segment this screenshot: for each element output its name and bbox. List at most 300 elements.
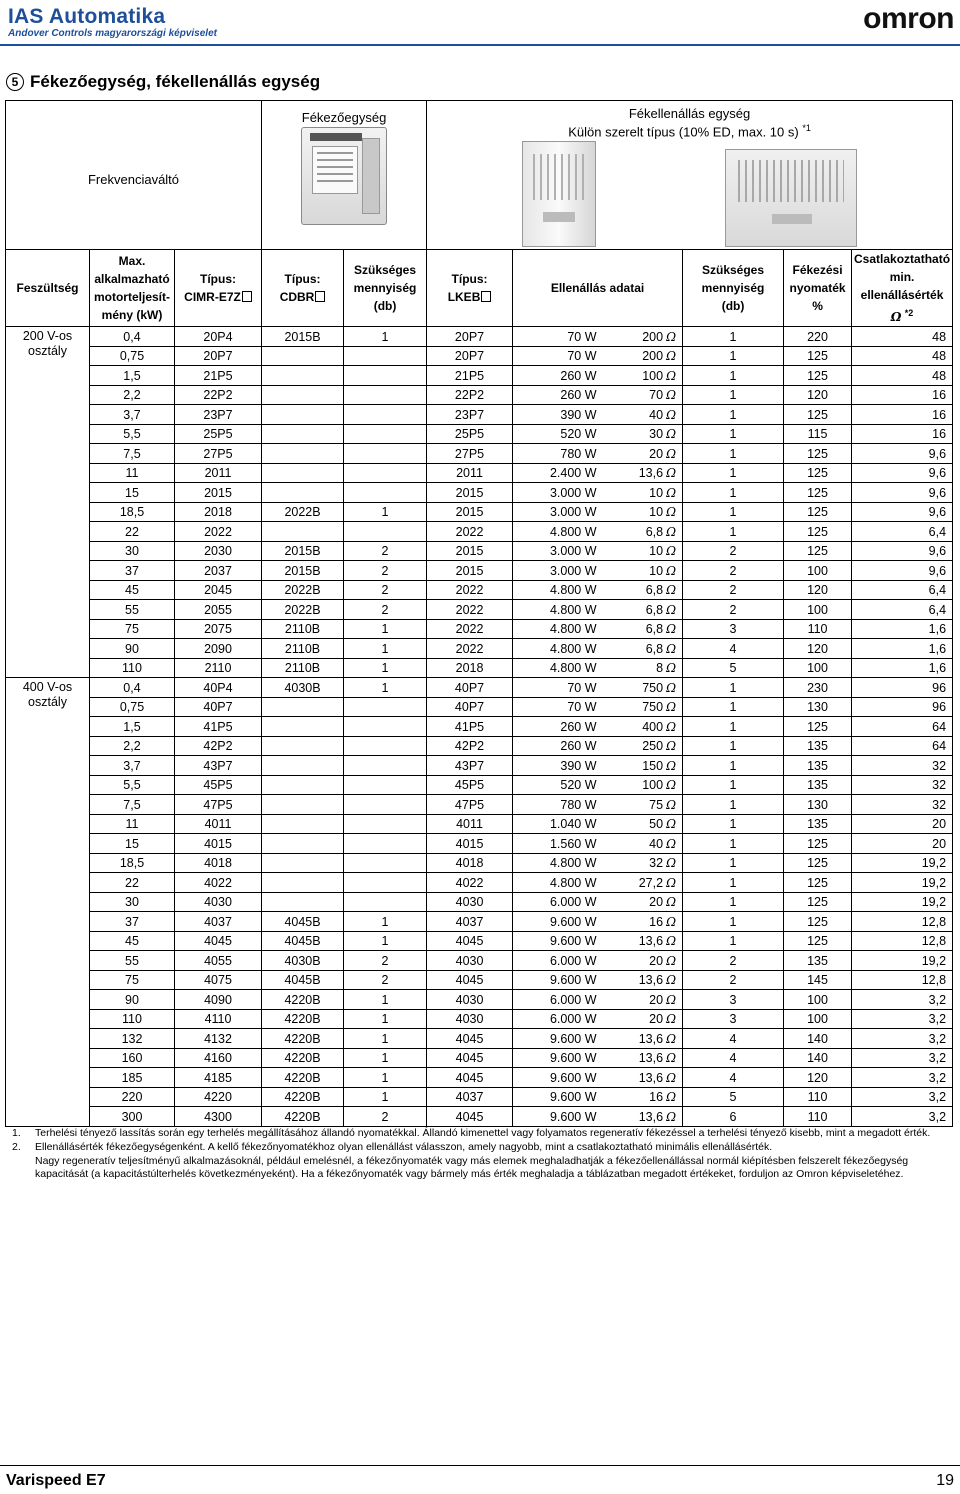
min-resistance [852, 327, 953, 347]
omega-icon: Ω [666, 661, 677, 676]
braking-torque-value: 125 [807, 485, 828, 500]
motor-kw-value: 45 [125, 934, 139, 949]
braking-unit-qty-value: 1 [381, 680, 389, 695]
resistor-ohm [603, 717, 683, 737]
braking-unit-qty [344, 775, 427, 795]
braking-torque [784, 814, 852, 834]
braking-torque [784, 444, 852, 464]
resistor-ohm [603, 931, 683, 951]
table-row [6, 678, 953, 698]
col-resistor-qty-l3: (db) [721, 299, 745, 314]
table-row [6, 1068, 953, 1088]
min-resistance [852, 931, 953, 951]
resistor-ohm-value: 6,8 [645, 641, 664, 656]
footnote [12, 1127, 942, 1140]
min-resistance [852, 619, 953, 639]
resistor-ohm-value: 13,6 [638, 1109, 664, 1124]
resistor-ohm-value: 250 [642, 739, 664, 754]
col-torque-l2: nyomaték % [789, 281, 846, 314]
resistor-model-value: 4018 [455, 856, 484, 871]
min-resistance-value: 6,4 [928, 524, 947, 539]
table-row [6, 463, 953, 483]
resistor-power-value: 9.600 W [549, 934, 597, 949]
braking-unit-model-value: 2110B [284, 622, 321, 637]
motor-kw-value: 15 [125, 485, 139, 500]
motor-kw-value: 1,5 [123, 368, 141, 383]
braking-torque-value: 100 [807, 563, 828, 578]
resistor-ohm [603, 366, 683, 386]
inverter-model-value: 4110 [204, 1012, 232, 1027]
motor-kw [90, 1068, 175, 1088]
col-resistor-qty-l1: Szükséges [702, 263, 765, 278]
resistor-qty-value: 1 [729, 739, 737, 754]
resistor-ohm [603, 463, 683, 483]
braking-unit-model [262, 639, 344, 659]
braking-unit-model [262, 970, 344, 990]
resistor-qty [683, 951, 784, 971]
min-resistance [852, 444, 953, 464]
braking-unit-model [262, 1009, 344, 1029]
resistor-power-value: 260 W [560, 739, 597, 754]
braking-torque [784, 1048, 852, 1068]
resistor-model-value: 2015 [455, 485, 484, 500]
resistor-qty [683, 1048, 784, 1068]
resistor-model [427, 912, 513, 932]
resistor-model [427, 541, 513, 561]
braking-unit-model [262, 931, 344, 951]
min-resistance [852, 580, 953, 600]
motor-kw-value: 110 [122, 661, 142, 676]
braking-torque-value: 140 [807, 1051, 828, 1066]
min-resistance [852, 970, 953, 990]
inverter-model-value: 25P5 [203, 427, 233, 442]
braking-torque-value: 125 [807, 719, 828, 734]
inverter-model [175, 327, 262, 347]
col-inverter-type-model: CIMR-E7Z [184, 290, 241, 305]
braking-unit-qty-value: 2 [381, 973, 389, 988]
inverter-model-value: 43P7 [203, 758, 233, 773]
min-resistance-value: 3,2 [928, 1090, 947, 1105]
col-torque [784, 250, 852, 327]
resistor-ohm [603, 1048, 683, 1068]
resistor-qty-value: 5 [729, 1090, 737, 1105]
braking-unit-qty-value: 2 [381, 583, 389, 598]
braking-torque-value: 110 [807, 1090, 828, 1105]
braking-torque [784, 327, 852, 347]
braking-unit-qty-value: 1 [381, 1031, 389, 1046]
table-row [6, 1107, 953, 1127]
braking-unit-model [262, 561, 344, 581]
resistor-model-value: 2022 [455, 524, 484, 539]
resistor-ohm-value: 40 [649, 407, 664, 422]
resistor-qty [683, 424, 784, 444]
resistor-model-value: 4045 [455, 1031, 484, 1046]
resistor-power [513, 678, 603, 698]
col-resistor-data: Ellenállás adatai [513, 250, 683, 327]
col-brake-type-label: Típus: [284, 272, 321, 287]
table-row [6, 424, 953, 444]
resistor-ohm-value: 32 [649, 856, 664, 871]
resistor-model-value: 2018 [455, 661, 484, 676]
resistor-power-value: 70 W [567, 680, 597, 695]
braking-torque [784, 1087, 852, 1107]
resistor-qty [683, 756, 784, 776]
inverter-model-value: 40P4 [203, 680, 233, 695]
inverter-model-value: 2090 [204, 641, 232, 656]
col-resistor-qty [683, 250, 784, 327]
braking-torque-value: 135 [807, 778, 828, 793]
braking-torque-value: 135 [807, 739, 828, 754]
braking-unit-qty [344, 814, 427, 834]
resistor-ohm [603, 385, 683, 405]
braking-torque [784, 756, 852, 776]
braking-unit-qty [344, 561, 427, 581]
resistor-qty-value: 3 [729, 992, 737, 1007]
braking-unit-qty-value: 2 [381, 602, 389, 617]
inverter-model [175, 1107, 262, 1127]
resistor-power-value: 1.560 W [549, 836, 597, 851]
resistor-qty-value: 1 [729, 485, 737, 500]
braking-unit-model-value: 4045B [284, 973, 321, 988]
motor-kw [90, 951, 175, 971]
omega-icon: Ω [666, 446, 677, 461]
resistor-power-value: 9.600 W [549, 1109, 597, 1124]
motor-kw-value: 75 [125, 622, 139, 637]
inverter-model [175, 1087, 262, 1107]
braking-torque [784, 366, 852, 386]
resistor-ohm [603, 327, 683, 347]
braking-unit-qty-value: 2 [381, 563, 389, 578]
braking-unit-qty-value: 1 [381, 329, 389, 344]
resistor-qty [683, 873, 784, 893]
resistor-ohm [603, 561, 683, 581]
resistor-power-value: 780 W [560, 446, 597, 461]
resistor-qty [683, 931, 784, 951]
resistor-ohm-value: 100 [642, 368, 664, 383]
resistor-qty [683, 775, 784, 795]
resistor-power [513, 424, 603, 444]
resistor-model [427, 522, 513, 542]
braking-unit-qty [344, 1048, 427, 1068]
omega-icon: Ω [666, 407, 677, 422]
braking-unit-group-cell [262, 101, 427, 250]
col-torque-l1: Fékezési [792, 263, 843, 278]
inverter-model [175, 775, 262, 795]
motor-kw-value: 55 [125, 602, 139, 617]
resistor-model-value: 4037 [455, 1090, 484, 1105]
braking-torque [784, 678, 852, 698]
resistor-model [427, 619, 513, 639]
braking-torque [784, 424, 852, 444]
min-resistance-value: 16 [932, 407, 947, 422]
braking-torque-value: 125 [807, 505, 828, 520]
inverter-model [175, 619, 262, 639]
braking-unit-model [262, 990, 344, 1010]
inverter-model [175, 405, 262, 425]
resistor-power-value: 9.600 W [549, 1031, 597, 1046]
resistor-ohm-value: 20 [649, 953, 664, 968]
braking-unit-model [262, 892, 344, 912]
braking-unit-qty [344, 639, 427, 659]
min-resistance-value: 12,8 [921, 934, 947, 949]
braking-unit-model [262, 1048, 344, 1068]
inverter-model [175, 931, 262, 951]
inverter-model-value: 2045 [204, 583, 232, 598]
min-resistance [852, 775, 953, 795]
braking-unit-image [301, 127, 387, 225]
motor-kw-value: 3,7 [123, 758, 141, 773]
inverter-model-value: 20P7 [203, 349, 233, 364]
min-resistance-value: 96 [932, 700, 947, 715]
resistor-power [513, 717, 603, 737]
resistor-ohm-value: 10 [649, 563, 664, 578]
inverter-model-value: 27P5 [203, 446, 233, 461]
resistor-power [513, 444, 603, 464]
omega-icon: Ω [666, 563, 677, 578]
resistor-qty-value: 3 [729, 622, 737, 637]
braking-unit-qty [344, 1068, 427, 1088]
table-row [6, 541, 953, 561]
resistor-power [513, 522, 603, 542]
resistor-model-value: 45P5 [454, 778, 485, 793]
braking-unit-qty [344, 619, 427, 639]
resistor-ohm [603, 522, 683, 542]
resistor-qty [683, 600, 784, 620]
inverter-model [175, 678, 262, 698]
resistor-qty [683, 541, 784, 561]
table-row [6, 951, 953, 971]
resistor-ohm-value: 20 [649, 1012, 664, 1027]
col-min-resistance [852, 250, 953, 327]
motor-kw-value: 0,75 [119, 700, 145, 715]
braking-torque-value: 125 [807, 875, 828, 890]
resistor-ohm-value: 70 [649, 388, 664, 403]
col-brake-qty-l2: mennyiség [353, 281, 417, 296]
resistor-qty-value: 1 [729, 817, 737, 832]
resistor-power-value: 4.800 W [549, 602, 597, 617]
braking-torque-value: 125 [807, 349, 828, 364]
omega-icon: Ω [666, 388, 677, 403]
inverter-model [175, 522, 262, 542]
table-row [6, 1029, 953, 1049]
min-resistance-value: 96 [932, 680, 947, 695]
resistor-power [513, 405, 603, 425]
resistor-ohm [603, 424, 683, 444]
resistor-model [427, 795, 513, 815]
inverter-model [175, 385, 262, 405]
motor-kw-value: 37 [125, 563, 139, 578]
braking-torque-value: 100 [807, 602, 828, 617]
braking-unit-qty [344, 912, 427, 932]
resistor-model [427, 892, 513, 912]
min-resistance [852, 736, 953, 756]
braking-torque [784, 1107, 852, 1127]
motor-kw [90, 1107, 175, 1127]
motor-kw [90, 483, 175, 503]
col-inverter-type-label: Típus: [200, 272, 237, 287]
resistor-power-value: 9.600 W [549, 1070, 597, 1085]
resistor-model [427, 775, 513, 795]
inverter-model [175, 502, 262, 522]
resistor-power [513, 1068, 603, 1088]
braking-table [5, 100, 953, 1127]
footnote-2-marker: *2 [904, 308, 914, 319]
braking-torque [784, 912, 852, 932]
min-resistance-value: 16 [932, 388, 947, 403]
braking-unit-qty [344, 970, 427, 990]
resistor-qty [683, 970, 784, 990]
braking-unit-model-value: 4220B [284, 1031, 321, 1046]
resistor-qty [683, 736, 784, 756]
min-resistance-value: 3,2 [928, 1070, 947, 1085]
resistor-model [427, 561, 513, 581]
min-resistance [852, 561, 953, 581]
table-row [6, 717, 953, 737]
braking-torque [784, 775, 852, 795]
resistor-model-value: 43P7 [454, 758, 485, 773]
resistor-model [427, 483, 513, 503]
resistor-qty-value: 1 [729, 524, 737, 539]
braking-unit-qty-value: 1 [381, 622, 389, 637]
inverter-model [175, 756, 262, 776]
footnote-number: 2. [12, 1141, 21, 1153]
braking-unit-qty-value: 1 [381, 1070, 389, 1085]
braking-unit-model [262, 502, 344, 522]
braking-unit-model [262, 834, 344, 854]
resistor-model-value: 4030 [455, 895, 484, 910]
col-inverter-type [175, 250, 262, 327]
col-minres-l1: Csatlakoztatható [854, 252, 951, 267]
resistor-ohm [603, 346, 683, 366]
braking-unit-model [262, 327, 344, 347]
resistor-qty [683, 346, 784, 366]
resistor-model-value: 40P7 [454, 680, 485, 695]
inverter-model [175, 580, 262, 600]
resistor-ohm [603, 658, 683, 678]
resistor-model-value: 4045 [455, 934, 484, 949]
min-resistance-value: 9,6 [928, 544, 947, 559]
min-resistance [852, 424, 953, 444]
braking-torque-value: 120 [807, 1070, 828, 1085]
resistor-ohm-value: 13,6 [638, 973, 664, 988]
table-row [6, 600, 953, 620]
min-resistance [852, 463, 953, 483]
min-resistance [852, 600, 953, 620]
braking-torque-value: 125 [807, 895, 828, 910]
braking-unit-model [262, 346, 344, 366]
col-motor-l2: alkalmazható [94, 272, 170, 287]
resistor-qty [683, 327, 784, 347]
min-resistance [852, 1048, 953, 1068]
resistor-model-value: 2022 [455, 622, 484, 637]
braking-unit-model-value: 4220B [284, 1070, 321, 1085]
min-resistance [852, 1107, 953, 1127]
header-divider [0, 44, 960, 46]
resistor-qty-value: 2 [729, 544, 737, 559]
omega-icon: Ω [666, 739, 677, 754]
braking-unit-model-value: 2015B [284, 329, 321, 344]
min-resistance-value: 19,2 [921, 953, 947, 968]
braking-unit-qty-value: 1 [381, 641, 389, 656]
resistor-qty-value: 6 [729, 1109, 737, 1124]
braking-unit-qty [344, 1029, 427, 1049]
table-row [6, 1009, 953, 1029]
resistor-power [513, 483, 603, 503]
resistor-power-value: 520 W [560, 427, 597, 442]
inverter-model [175, 951, 262, 971]
table-row [6, 736, 953, 756]
col-resistor-qty-l2: mennyiség [701, 281, 765, 296]
min-resistance-value: 64 [932, 719, 947, 734]
resistor-qty [683, 1107, 784, 1127]
resistor-model-value: 40P7 [454, 700, 485, 715]
braking-torque [784, 795, 852, 815]
table-row [6, 990, 953, 1010]
motor-kw [90, 1087, 175, 1107]
braking-unit-model [262, 678, 344, 698]
omega-icon: Ω [666, 895, 677, 910]
min-resistance-value: 32 [932, 778, 947, 793]
braking-unit-qty [344, 346, 427, 366]
resistor-power-value: 70 W [567, 349, 597, 364]
omega-icon: Ω [666, 953, 677, 968]
resistor-power-value: 390 W [560, 407, 597, 422]
resistor-unit-title: Fékellenállás egység [628, 106, 751, 121]
braking-unit-model [262, 814, 344, 834]
resistor-unit-group-label [427, 103, 952, 139]
resistor-power-value: 6.000 W [549, 895, 597, 910]
resistor-power [513, 600, 603, 620]
voltage-class-cell [6, 327, 90, 678]
resistor-qty-value: 1 [729, 856, 737, 871]
inverter-model [175, 697, 262, 717]
resistor-power [513, 814, 603, 834]
braking-unit-model-value: 4220B [284, 1051, 321, 1066]
voltage-class-label: 400 V-os [22, 680, 73, 695]
motor-kw-value: 22 [125, 524, 139, 539]
motor-kw [90, 990, 175, 1010]
resistor-model [427, 834, 513, 854]
inverter-model [175, 346, 262, 366]
resistor-ohm [603, 1087, 683, 1107]
resistor-qty-value: 3 [729, 1012, 737, 1027]
resistor-qty-value: 1 [729, 836, 737, 851]
motor-kw [90, 424, 175, 444]
inverter-model [175, 853, 262, 873]
inverter-model [175, 1009, 262, 1029]
omron-logo: omron [863, 2, 954, 35]
min-resistance [852, 1029, 953, 1049]
resistor-model-value: 4037 [455, 914, 484, 929]
resistor-power [513, 1048, 603, 1068]
brand-subtitle: Andover Controls magyarországi képviselet [8, 28, 217, 39]
braking-unit-qty [344, 327, 427, 347]
braking-torque [784, 639, 852, 659]
min-resistance [852, 892, 953, 912]
resistor-model [427, 717, 513, 737]
resistor-ohm [603, 697, 683, 717]
inverter-model-value: 20P4 [203, 329, 233, 344]
min-resistance-value: 48 [932, 368, 947, 383]
resistor-ohm [603, 619, 683, 639]
resistor-power [513, 873, 603, 893]
braking-unit-model-value: 4045B [284, 934, 321, 949]
resistor-power [513, 912, 603, 932]
resistor-ohm-value: 75 [649, 797, 664, 812]
resistor-qty [683, 385, 784, 405]
resistor-power [513, 834, 603, 854]
resistor-ohm-value: 6,8 [645, 602, 664, 617]
